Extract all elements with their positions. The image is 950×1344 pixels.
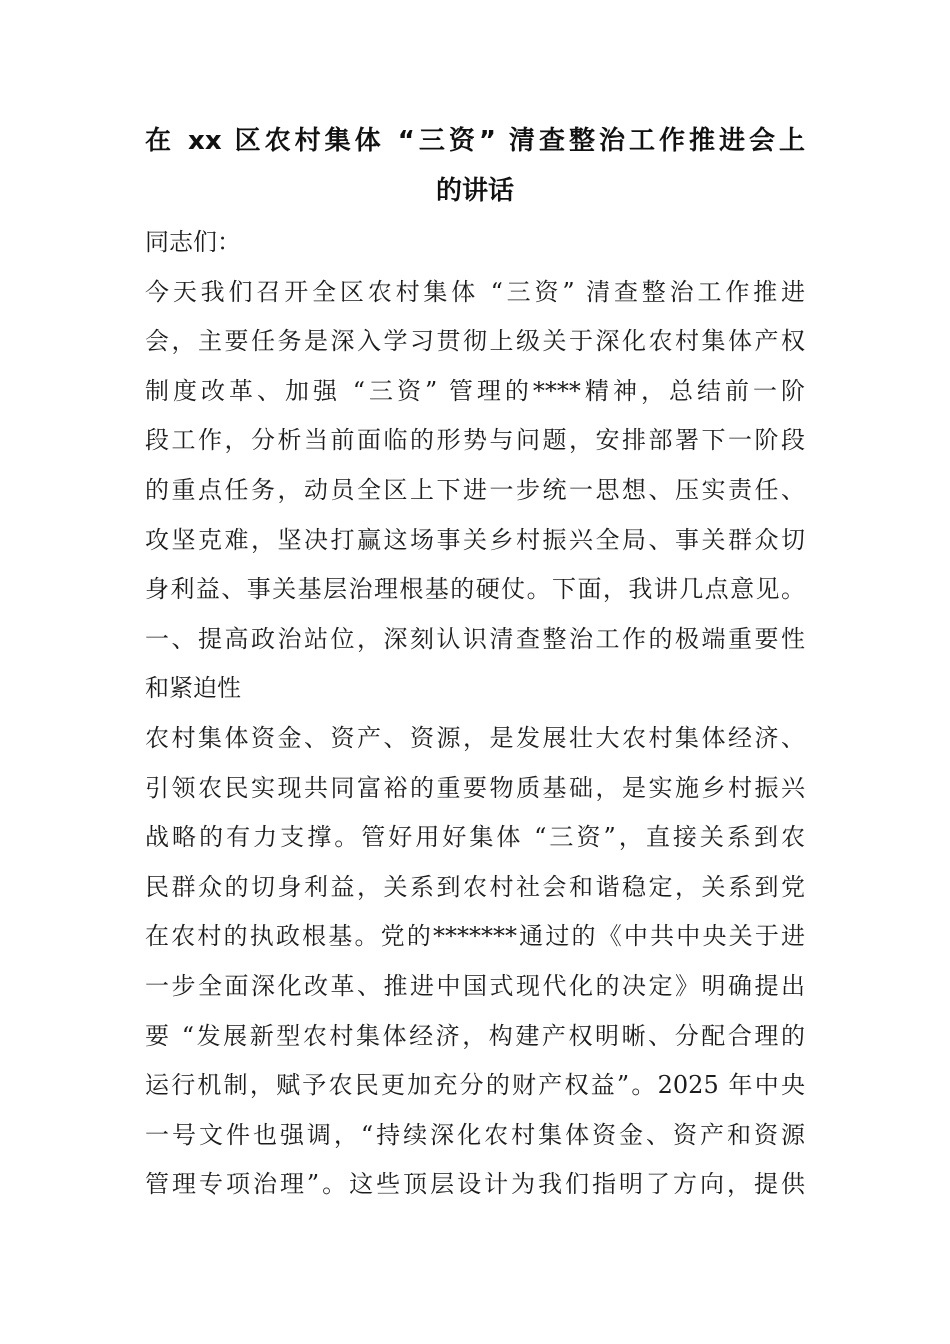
paragraph-2-line: 在农村的执政根基。党的*******通过的《中共中央关于进 (145, 922, 805, 951)
paragraph-2-line: 一号文件也强调，“持续深化农村集体资金、资产和资源 (145, 1120, 805, 1149)
paragraph-1-line: 的重点任务，动员全区上下进一步统一思想、压实责任、 (145, 475, 805, 504)
section-heading-line: 一、提高政治站位，深刻认识清查整治工作的极端重要性 (145, 624, 805, 653)
paragraph-1-line: 攻坚克难，坚决打赢这场事关乡村振兴全局、事关群众切 (145, 525, 805, 554)
paragraph-2-line: 运行机制，赋予农民更加充分的财产权益”。2025 年中央 (145, 1071, 805, 1100)
paragraph-2-line: 要 “发展新型农村集体经济，构建产权明晰、分配合理的 (145, 1021, 805, 1050)
paragraph-1-line: 段工作，分析当前面临的形势与问题，安排部署下一阶段 (145, 426, 805, 455)
paragraph-2-line: 农村集体资金、资产、资源，是发展壮大农村集体经济、 (145, 723, 805, 752)
paragraph-2-line: 一步全面深化改革、推进中国式现代化的决定》明确提出 (145, 971, 805, 1000)
paragraph-1-line: 会，主要任务是深入学习贯彻上级关于深化农村集体产权 (145, 327, 805, 356)
document-body (145, 218, 805, 1210)
title-line-2: 的讲话 (435, 176, 514, 206)
document-page (145, 116, 805, 1210)
paragraph-2-line: 引领农民实现共同富裕的重要物质基础，是实施乡村振兴 (145, 773, 805, 802)
document-title (145, 116, 805, 216)
section-heading-line: 和紧迫性 (145, 674, 241, 703)
paragraph-1-line: 制度改革、加强 “三资” 管理的****精神，总结前一阶 (145, 376, 805, 405)
title-line-1: 在 xx 区农村集体 “三资” 清查整治工作推进会上 (145, 126, 805, 156)
paragraph-2-line: 管理专项治理”。这些顶层设计为我们指明了方向，提供 (145, 1170, 805, 1199)
paragraph-1-line: 今天我们召开全区农村集体 “三资” 清查整治工作推进 (145, 277, 805, 306)
paragraph-2-line: 战略的有力支撑。管好用好集体 “三资”，直接关系到农 (145, 823, 805, 852)
paragraph-2-line: 民群众的切身利益，关系到农村社会和谐稳定，关系到党 (145, 872, 805, 901)
paragraph-1-line: 身利益、事关基层治理根基的硬仗。下面，我讲几点意见。 (145, 575, 805, 604)
salutation: 同志们： (145, 228, 241, 256)
